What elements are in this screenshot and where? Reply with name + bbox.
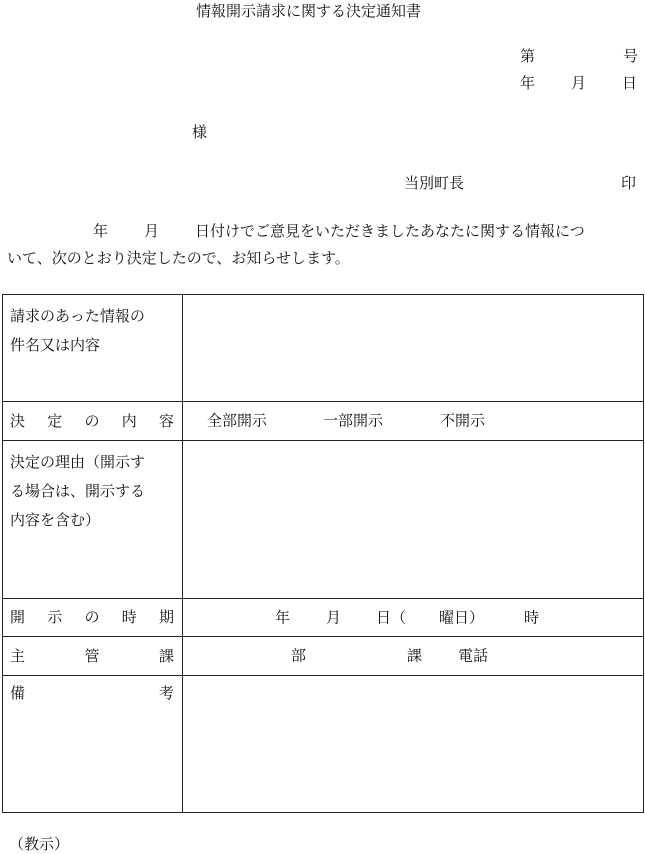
- document-date: [520, 76, 637, 91]
- dept-phone: 電話: [458, 646, 489, 665]
- body-month: 月: [144, 222, 160, 240]
- issuer: 当別町長: [404, 174, 465, 192]
- timing-weekday: 曜日）: [439, 608, 485, 626]
- option-full-disclosure[interactable]: 全部開示: [207, 411, 268, 430]
- option-non-disclosure[interactable]: 不開示: [440, 411, 486, 430]
- decision-form-table: [2, 294, 644, 813]
- timing-day: 日（: [376, 608, 407, 626]
- document-number: [520, 49, 638, 64]
- option-partial-disclosure[interactable]: 一部開示: [323, 411, 384, 430]
- reason-row: [3, 441, 644, 599]
- dept-bu: 部: [291, 646, 307, 665]
- reason-field[interactable]: [183, 441, 644, 599]
- remarks-field[interactable]: [183, 676, 644, 813]
- request-label: 請求のあった情報の 件名又は内容: [3, 295, 183, 402]
- number-suffix: 号: [623, 47, 639, 65]
- request-field[interactable]: [183, 295, 644, 402]
- date-month: 月: [571, 74, 587, 92]
- decision-label: 決 定 の 内 容: [3, 402, 183, 441]
- decision-row: [3, 402, 644, 441]
- body-paragraph-line2: いて、次のとおり決定したので、お知らせします。: [7, 249, 350, 267]
- department-field[interactable]: [183, 637, 644, 676]
- department-label: 主 管 課: [3, 637, 183, 676]
- number-prefix: 第: [520, 47, 536, 65]
- timing-field[interactable]: [183, 599, 644, 637]
- reason-label: 決定の理由（開示す る場合は、開示する 内容を含む）: [3, 441, 183, 599]
- body-line1-text: 日付けでご意見をいただきましたあなたに関する情報につ: [195, 222, 585, 240]
- request-row: [3, 295, 644, 402]
- department-row: [3, 637, 644, 676]
- document-title: 情報開示請求に関する決定通知書: [196, 2, 422, 20]
- timing-row: [3, 599, 644, 637]
- date-year: 年: [520, 74, 536, 92]
- timing-month: 月: [326, 608, 342, 626]
- remarks-label: 備 考: [3, 676, 183, 813]
- timing-label: 開 示 の 時 期: [3, 599, 183, 637]
- decision-options: [183, 402, 644, 441]
- body-year: 年: [93, 222, 109, 240]
- timing-year: 年: [275, 608, 291, 626]
- timing-hour: 時: [524, 608, 540, 626]
- dept-ka: 課: [407, 646, 423, 665]
- seal-mark: 印: [621, 174, 637, 192]
- remarks-row: [3, 676, 644, 813]
- body-paragraph-line1: [93, 224, 585, 239]
- date-day: 日: [622, 74, 638, 92]
- instruction-footer: （教示）: [9, 835, 70, 853]
- addressee-suffix: 様: [192, 123, 208, 141]
